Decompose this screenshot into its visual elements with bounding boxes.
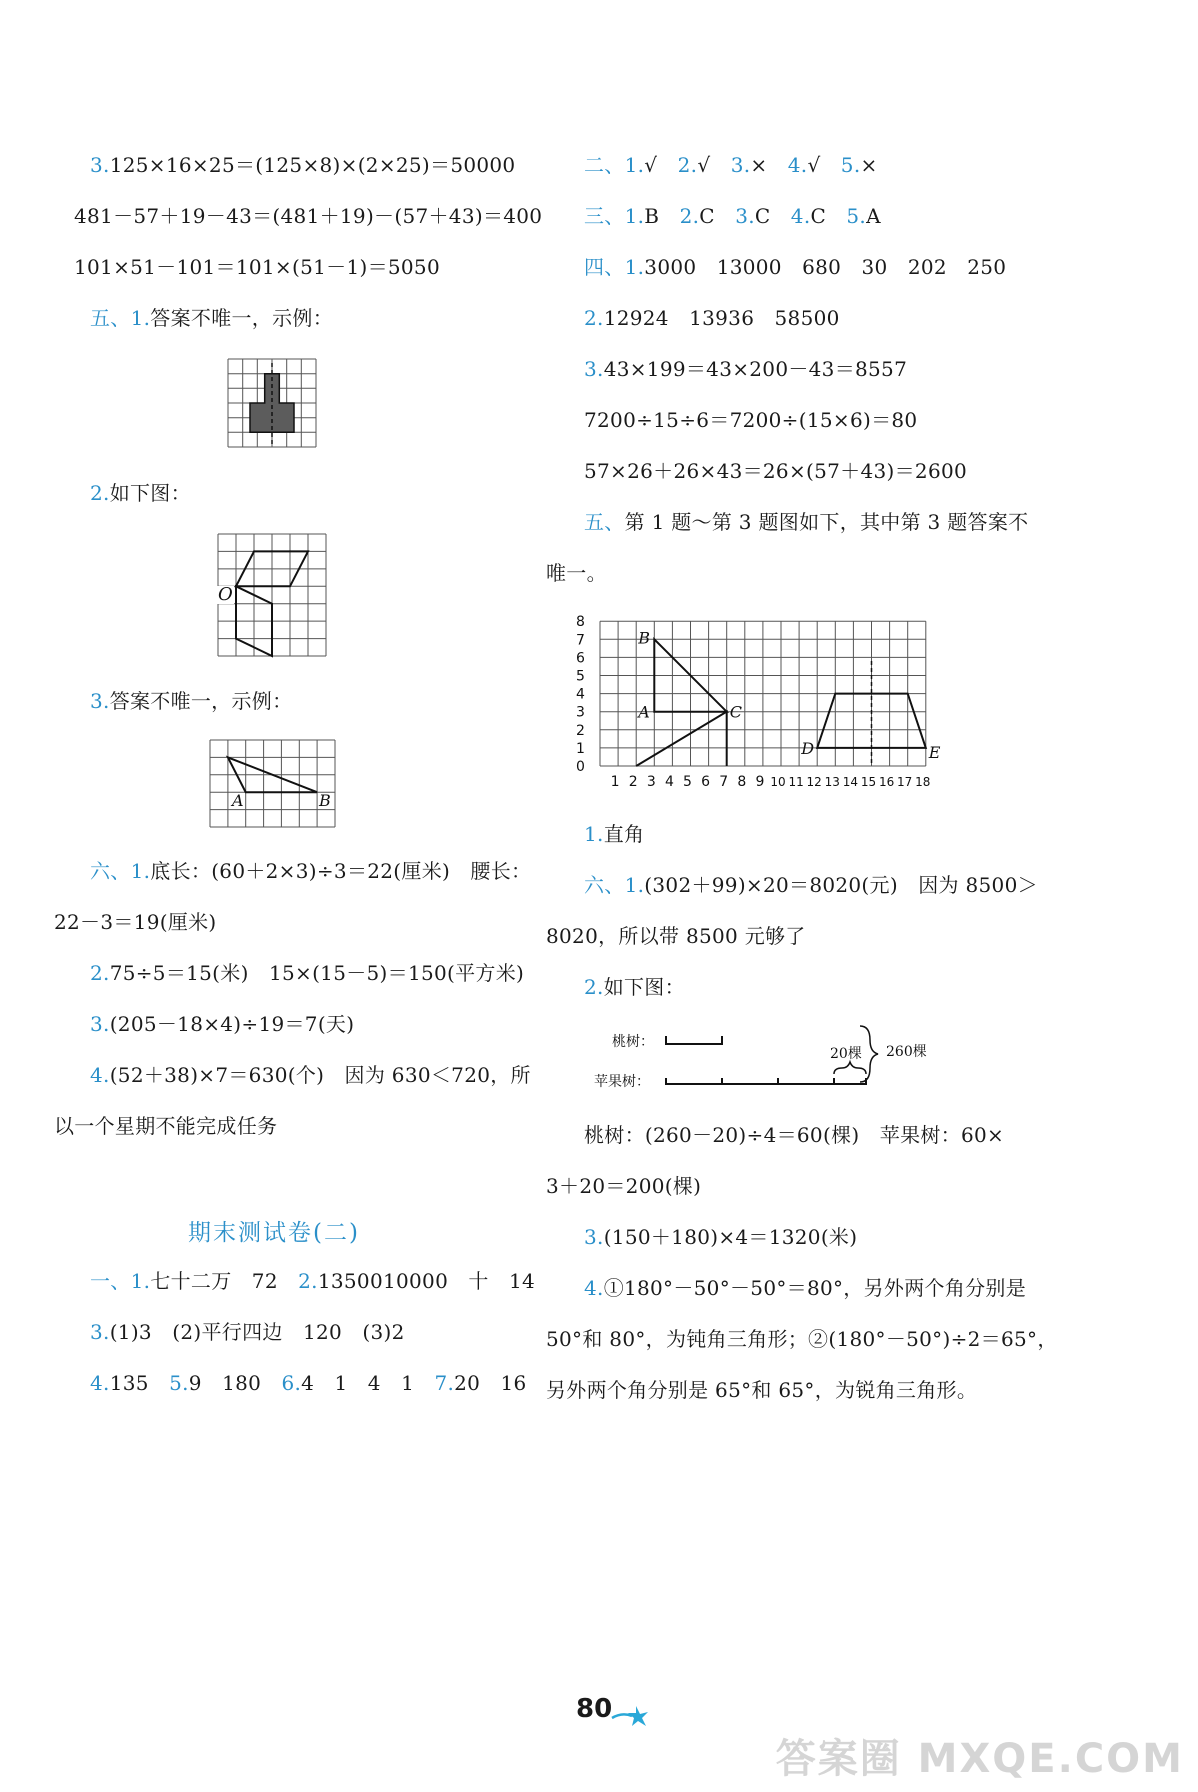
page-number: 80	[576, 1694, 613, 1724]
y-tick-label: 6	[576, 650, 585, 667]
r-line-10: 1.直角	[584, 822, 645, 846]
label-apple: 苹果树：	[594, 1074, 650, 1090]
x-tick-label: 18	[915, 775, 931, 789]
label-o: O	[218, 584, 233, 605]
l-line-9: 2.75÷5＝15(米) 15×(15－5)＝150(平方米)	[90, 961, 525, 985]
label-260: 260棵	[886, 1044, 927, 1060]
l-line-13: 一、1.七十二万 72 2.1350010000 十 14	[90, 1269, 536, 1293]
r-line-4: 2.12924 13936 58500	[584, 306, 840, 330]
point-label-d: D	[801, 738, 815, 758]
l-line-15: 4.135 5.9 180 6.4 1 4 1 7.20 16	[90, 1371, 527, 1395]
l-line-6: 3.答案不唯一，示例：	[90, 689, 293, 713]
x-tick-label: 16	[878, 775, 895, 789]
figure-triangle-grid	[210, 740, 335, 827]
x-tick-label: 2	[628, 774, 638, 790]
l-line-5: 2.如下图：	[90, 481, 191, 505]
figure-symmetry-grid	[228, 359, 316, 447]
l-line-11: 4.(52＋38)×7＝630(个) 因为 630＜720，所	[90, 1063, 531, 1087]
point-label-b: B	[638, 628, 651, 648]
point-label-c: C	[729, 702, 742, 722]
y-tick-label: 8	[576, 614, 585, 631]
y-tick-label: 0	[576, 759, 585, 775]
figure-tree-segments	[590, 1022, 950, 1102]
r-line-15: 3＋20＝200(棵)	[546, 1174, 702, 1198]
label-20: 20棵	[830, 1046, 862, 1062]
l-line-14: 3.(1)3 (2)平行四边 120 (3)2	[90, 1320, 405, 1344]
x-tick-label: 10	[770, 775, 786, 789]
r-line-19: 另外两个角分别是 65°和 65°，为锐角三角形。	[546, 1378, 978, 1402]
r-line-2: 三、1.B 2.C 3.C 4.C 5.A	[584, 204, 881, 228]
r-line-14: 桃树：(260－20)÷4＝60(棵) 苹果树：60×	[584, 1123, 1005, 1147]
r-line-1: 二、1.√ 2.√ 3.× 4.√ 5.×	[584, 153, 878, 177]
x-tick-label: 5	[683, 774, 692, 790]
x-tick-label: 3	[646, 774, 656, 790]
label-a: A	[232, 791, 244, 810]
y-tick-label: 5	[576, 668, 585, 685]
r-line-17: 4.①180°－50°－50°＝80°，另外两个角分别是	[584, 1276, 1027, 1300]
watermark: 答案圈 MXQE.COM	[775, 1736, 1184, 1782]
y-tick-label: 7	[576, 632, 585, 649]
x-tick-label: 12	[806, 775, 822, 789]
r-line-16: 3.(150＋180)×4＝1320(米)	[584, 1225, 858, 1249]
y-tick-label: 3	[576, 704, 585, 721]
l-line-8: 22－3＝19(厘米)	[54, 910, 217, 934]
page-ornament-icon	[610, 1700, 660, 1730]
x-tick-label: 13	[824, 775, 840, 789]
y-tick-label: 4	[576, 686, 585, 703]
l-line-12: 以一个星期不能完成任务	[54, 1114, 278, 1138]
l-line-1: 3.125×16×25＝(125×8)×(2×25)＝50000	[90, 153, 516, 177]
x-tick-label: 14	[842, 775, 859, 789]
r-line-7: 57×26＋26×43＝26×(57＋43)＝2600	[584, 459, 968, 483]
r-line-5: 3.43×199＝43×200－43＝8557	[584, 357, 908, 381]
l-line-4: 五、1.答案不唯一，示例：	[90, 306, 333, 330]
x-tick-label: 6	[701, 774, 711, 790]
l-line-3: 101×51－101＝101×(51－1)＝5050	[74, 255, 440, 279]
x-tick-label: 17	[897, 775, 913, 789]
r-line-18: 50°和 80°，为钝角三角形；②(180°－50°)÷2＝65°，	[546, 1327, 1058, 1351]
x-tick-label: 15	[860, 775, 877, 789]
label-peach: 桃树：	[612, 1034, 654, 1050]
r-line-9: 唯一。	[546, 561, 607, 585]
r-line-13: 2.如下图：	[584, 975, 685, 999]
l-line-10: 3.(205－18×4)÷19＝7(天)	[90, 1012, 355, 1036]
l-line-2: 481－57＋19－43＝(481＋19)－(57＋43)＝400	[74, 204, 543, 228]
r-line-11: 六、1.(302＋99)×20＝8020(元) 因为 8500＞	[584, 873, 1038, 897]
point-label-e: E	[928, 742, 941, 762]
l-line-7: 六、1.底长：(60＋2×3)÷3＝22(厘米) 腰长：	[90, 859, 532, 883]
r-line-6: 7200÷15÷6＝7200÷(15×6)＝80	[584, 408, 918, 432]
r-line-12: 8020，所以带 8500 元够了	[546, 924, 806, 948]
figure-parallelogram-grid	[218, 534, 326, 656]
x-tick-label: 11	[788, 775, 804, 789]
x-tick-label: 4	[664, 774, 674, 790]
y-tick-label: 1	[576, 740, 585, 757]
r-line-8: 五、第 1 题～第 3 题图如下，其中第 3 题答案不	[584, 510, 1029, 534]
section-title: 期末测试卷(二)	[188, 1220, 360, 1246]
x-tick-label: 8	[737, 774, 747, 790]
y-tick-label: 2	[576, 722, 585, 739]
label-b: B	[319, 791, 331, 810]
r-line-3: 四、1.3000 13000 680 30 202 250	[584, 255, 1007, 279]
point-label-a: A	[638, 702, 650, 722]
x-tick-label: 7	[719, 774, 729, 790]
x-tick-label: 1	[610, 774, 620, 790]
figure-coordinate-grid	[560, 612, 950, 792]
x-tick-label: 9	[755, 774, 765, 790]
